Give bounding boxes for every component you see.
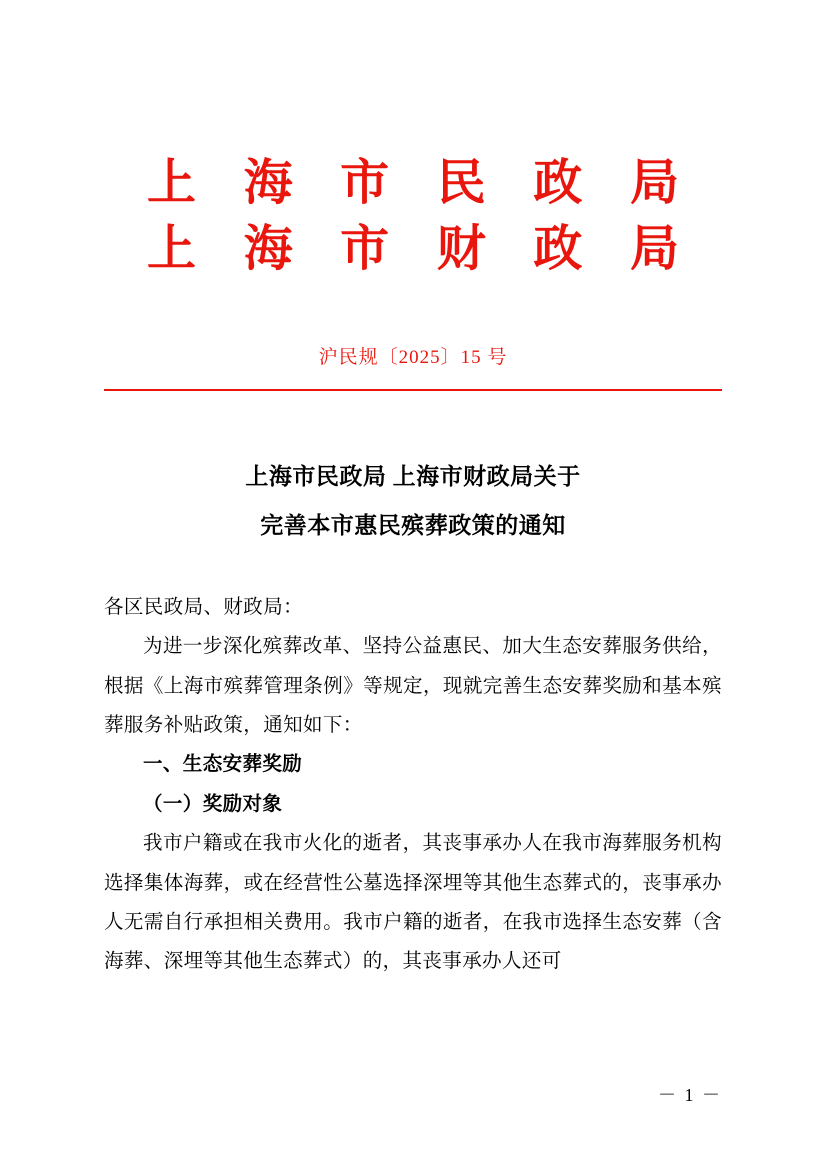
- salutation: 各区民政局、财政局：: [104, 596, 304, 618]
- red-divider-rule: [104, 389, 722, 391]
- page-number: － 1 －: [658, 1085, 722, 1105]
- letterhead: [104, 150, 722, 282]
- body-paragraph-1: 为进一步深化殡葬改革、坚持公益惠民、加大生态安葬服务供给，根据《上海市殡葬管理条例》等规定，现就完善生态安葬奖励和基本殡葬服务补贴政策，通知如下：: [104, 636, 722, 736]
- body-paragraph-2: 我市户籍或在我市火化的逝者，其丧事承办人在我市海葬服务机构选择集体海葬，或在经营性公墓选择深埋等其他生态葬式的，丧事承办人无需自行承担相关费用。我市户籍的逝者，在我市选择生态安葬（含海葬、深埋等其他生态葬式）的，其丧事承办人还可: [104, 833, 722, 973]
- section-heading-1: 一、生态安葬奖励: [143, 753, 303, 776]
- page-title-line-1: 上海市民政局 上海市财政局关于: [245, 464, 581, 490]
- letterhead-line-1: 上 海 市 民 政 局: [146, 156, 697, 210]
- page-title: [104, 453, 722, 550]
- document-number: 沪民规〔2025〕15 号: [318, 347, 508, 369]
- document-body: [104, 588, 722, 982]
- letterhead-line-2: 上 海 市 财 政 局: [146, 222, 697, 277]
- page-title-line-2: 完善本市惠民殡葬政策的通知: [260, 512, 566, 538]
- subsection-heading-1: （一）奖励对象: [143, 792, 283, 815]
